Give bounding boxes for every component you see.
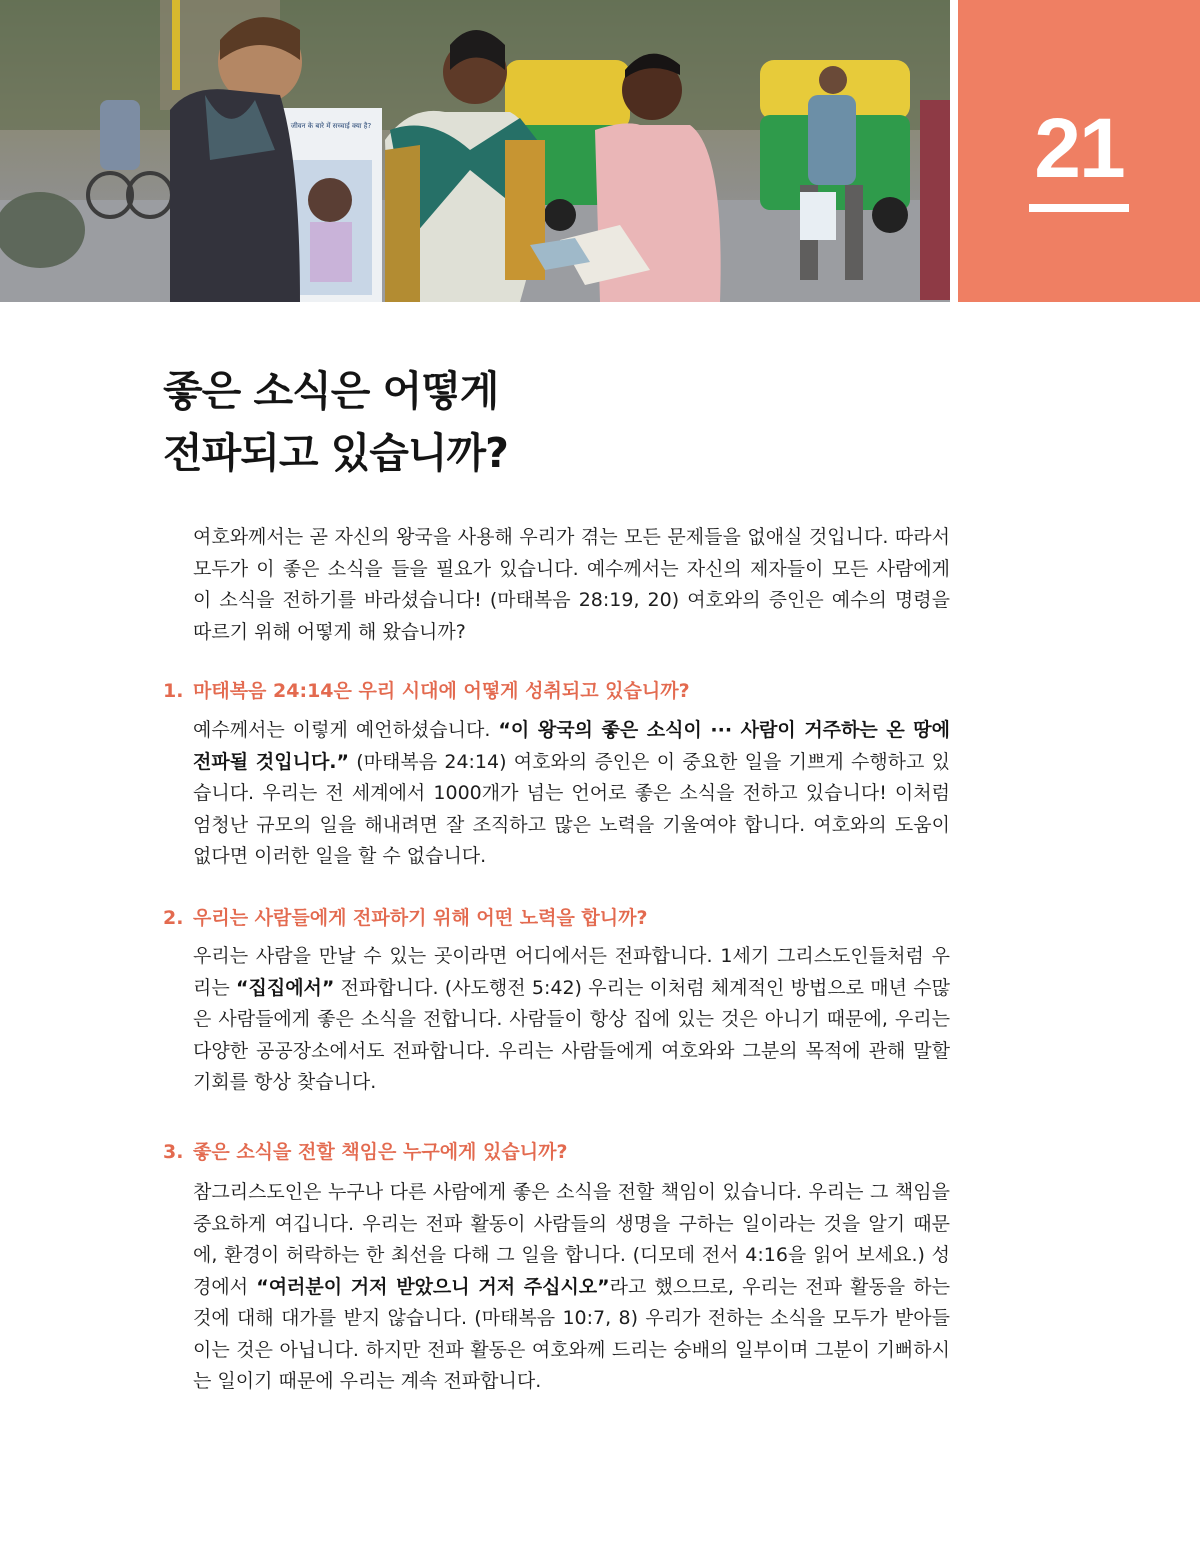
answer-1-text-after: (마태복음 24:14) 여호와의 증인은 이 중요한 일을 기쁘게 수행하고 있습니다. 우리는 전 세계에서 1000개가 넘는 언어로 좋은 소식을 전하고 있습니다! 이처럼 엄청난 규모의 일을 해내려면 잘 조직하고 많은 노력을 기울여야 합니다. 여호와의 도움이 없다면 이러한 일을 할 수 없습니다. bbox=[193, 750, 950, 867]
answer-1-text-before: 예수께서는 이렇게 예언하셨습니다. bbox=[193, 719, 499, 741]
lesson-number: 21 bbox=[1034, 101, 1124, 195]
street-scene-illustration bbox=[0, 0, 950, 302]
title-line-2: 전파되고 있습니까? bbox=[163, 429, 508, 477]
question-3 bbox=[163, 1137, 953, 1167]
answer-1-quote: “이 왕국의 좋은 소식이 ··· 사람이 거주하는 온 땅에 전파될 것입니다.” bbox=[193, 719, 950, 773]
title-line-1: 좋은 소식은 어떻게 bbox=[163, 367, 499, 415]
answer-2-text-before: 우리는 사람을 만날 수 있는 곳이라면 어디에서든 전파합니다. 1세기 그리스도인들처럼 우리는 bbox=[193, 945, 950, 999]
question-3-text: 좋은 소식을 전할 책임은 누구에게 있습니까? bbox=[193, 1141, 568, 1163]
answer-2 bbox=[193, 941, 950, 1099]
question-1-text: 마태복음 24:14은 우리 시대에 어떻게 성취되고 있습니까? bbox=[193, 680, 690, 702]
answer-2-text-after: 전파합니다. (사도행전 5:42) 우리는 이처럼 체계적인 방법으로 매년 수많은 사람들에게 좋은 소식을 전합니다. 사람들이 항상 집에 있는 것은 아니기 때문에, 우리는 다양한 공공장소에서도 전파합니다. 우리는 사람들에게 여호와와 그분의 목적에 관해 말할 기회를 항상 찾습니다. bbox=[193, 976, 951, 1093]
question-3-number: 3. bbox=[163, 1141, 184, 1163]
sign-text-1: जीवन के बारे में सच्चाई क्या है? bbox=[290, 122, 372, 130]
header-photo bbox=[0, 0, 950, 302]
question-2-text: 우리는 사람들에게 전파하기 위해 어떤 노력을 합니까? bbox=[193, 907, 648, 929]
question-2-number: 2. bbox=[163, 907, 184, 929]
answer-3-text-after: 라고 했으므로, 우리는 전파 활동을 하는 것에 대해 대가를 받지 않습니다. (마태복음 10:7, 8) 우리가 전하는 소식을 모두가 받아들이는 것은 아닙니다. 하지만 전파 활동은 여호와께 드리는 숭배의 일부이며 그분이 기뻐하시는 일이기 때문에 우리는 계속 전파합니다. bbox=[193, 1275, 950, 1392]
lesson-number-underline bbox=[1029, 204, 1129, 212]
question-2 bbox=[163, 903, 953, 933]
answer-3-text-before: 참그리스도인은 누구나 다른 사람에게 좋은 소식을 전할 책임이 있습니다. 우리는 그 책임을 중요하게 여깁니다. 우리는 전파 활동이 사람들의 생명을 구하는 일이라는 것을 알기 때문에, 환경이 허락하는 한 최선을 다해 그 일을 합니다. (디모데 전서 4:16을 읽어 보세요.) 성경에서 bbox=[193, 1181, 950, 1298]
page-title bbox=[163, 360, 903, 484]
question-1-number: 1. bbox=[163, 680, 184, 702]
answer-2-quote: “집집에서” bbox=[236, 976, 335, 999]
answer-3 bbox=[193, 1177, 950, 1398]
answer-1 bbox=[193, 715, 950, 873]
question-1 bbox=[163, 676, 953, 706]
lesson-number-box bbox=[958, 0, 1200, 302]
intro-paragraph: 여호와께서는 곧 자신의 왕국을 사용해 우리가 겪는 모든 문제들을 없애실 것입니다. 따라서 모두가 이 좋은 소식을 들을 필요가 있습니다. 예수께서는 자신의 제자들이 모든 사람에게 이 소식을 전하기를 바라셨습니다! (마태복음 28:19, 20) 여호와의 증인은 예수의 명령을 따르기 위해 어떻게 해 왔습니까? bbox=[193, 526, 950, 643]
answer-3-quote: “여러분이 거저 받았으니 거저 주십시오” bbox=[256, 1275, 610, 1298]
